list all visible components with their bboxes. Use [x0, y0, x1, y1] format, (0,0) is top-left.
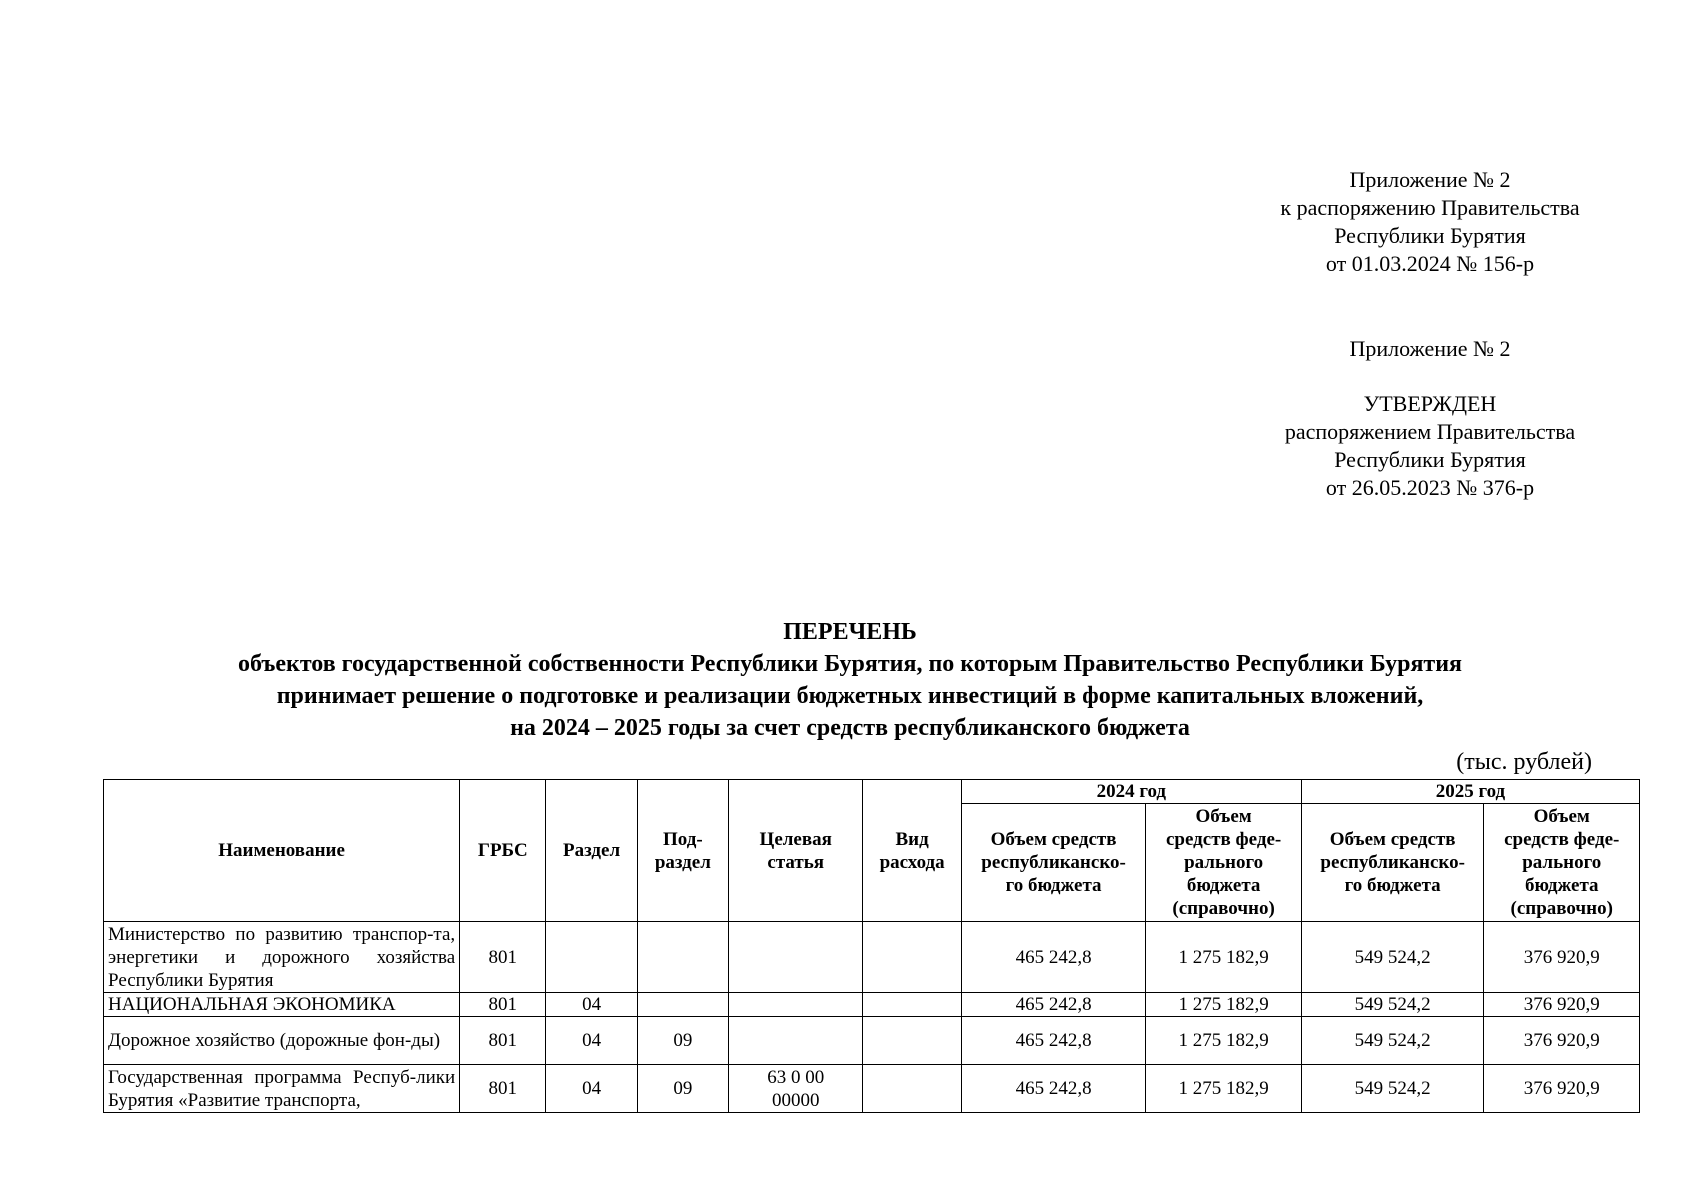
table-row — [104, 1065, 1640, 1113]
row-grbs: 801 — [460, 1065, 546, 1113]
title-line4: на 2024 – 2025 годы за счет средств республиканского бюджета — [510, 715, 1190, 741]
appendix-original-block — [1230, 335, 1630, 363]
header-year-2024: 2024 год — [961, 780, 1301, 804]
row-section: 04 — [546, 1017, 637, 1065]
appendix-current-line3: Республики Бурятия — [1334, 223, 1526, 248]
approved-line1: УТВЕРЖДЕН — [1363, 391, 1497, 416]
table-row — [104, 1017, 1640, 1065]
row-2024-federal: 1 275 182,9 — [1146, 1017, 1302, 1065]
row-name: Государственная программа Респуб-лики Бурятия «Развитие транспорта, — [104, 1065, 460, 1113]
row-2025-regional: 549 524,2 — [1301, 1017, 1484, 1065]
header-grbs: ГРБС — [460, 780, 546, 922]
header-name: Наименование — [104, 780, 460, 922]
row-subsection — [637, 922, 728, 993]
row-name: НАЦИОНАЛЬНАЯ ЭКОНОМИКА — [104, 993, 460, 1017]
appendix-current-line4: от 01.03.2024 № 156-р — [1325, 251, 1535, 276]
header-2024-federal: Объем средств феде- рального бюджета (справочно) — [1146, 804, 1302, 922]
row-expense-type — [863, 993, 961, 1017]
row-2024-federal: 1 275 182,9 — [1146, 993, 1302, 1017]
appendix-current-line2: к распоряжению Правительства — [1280, 195, 1580, 220]
row-section: 04 — [546, 993, 637, 1017]
row-expense-type — [863, 1065, 961, 1113]
title-line3: принимает решение о подготовке и реализации бюджетных инвестиций в форме капитальных вложений, — [276, 683, 1424, 709]
header-2025-federal: Объем средств феде- рального бюджета (справочно) — [1484, 804, 1640, 922]
row-target — [729, 1017, 863, 1065]
row-grbs: 801 — [460, 1017, 546, 1065]
document-title — [80, 616, 1620, 744]
header-2024-regional: Объем средств республиканско- го бюджета — [961, 804, 1146, 922]
row-grbs: 801 — [460, 922, 546, 993]
row-2025-regional: 549 524,2 — [1301, 993, 1484, 1017]
row-expense-type — [863, 1017, 961, 1065]
row-2024-regional: 465 242,8 — [961, 993, 1146, 1017]
appendix-current-line1: Приложение № 2 — [1349, 167, 1511, 192]
row-name: Министерство по развитию транспор-та, энергетики и дорожного хозяйства Республики Бурятия — [104, 922, 460, 993]
approved-line3: Республики Бурятия — [1334, 447, 1526, 472]
row-2025-federal: 376 920,9 — [1484, 1065, 1640, 1113]
row-subsection: 09 — [637, 1017, 728, 1065]
row-target — [729, 993, 863, 1017]
row-2025-regional: 549 524,2 — [1301, 1065, 1484, 1113]
header-expense-type: Вид расхода — [863, 780, 961, 922]
header-year-2025: 2025 год — [1301, 780, 1639, 804]
row-target — [729, 922, 863, 993]
row-2024-regional: 465 242,8 — [961, 1017, 1146, 1065]
row-2024-regional: 465 242,8 — [961, 922, 1146, 993]
header-2025-regional: Объем средств республиканско- го бюджета — [1301, 804, 1484, 922]
header-target: Целевая статья — [729, 780, 863, 922]
appendix-original-line1: Приложение № 2 — [1349, 336, 1511, 361]
row-2024-federal: 1 275 182,9 — [1146, 922, 1302, 993]
row-name: Дорожное хозяйство (дорожные фон-ды) — [104, 1017, 460, 1065]
title-line2: объектов государственной собственности Республики Бурятия, по которым Правительство Республики Бурятия — [237, 651, 1463, 677]
header-section: Раздел — [546, 780, 637, 922]
row-2025-federal: 376 920,9 — [1484, 993, 1640, 1017]
row-2025-federal: 376 920,9 — [1484, 922, 1640, 993]
row-grbs: 801 — [460, 993, 546, 1017]
row-subsection: 09 — [637, 1065, 728, 1113]
row-target: 63 0 00 00000 — [729, 1065, 863, 1113]
table-row — [104, 922, 1640, 993]
row-expense-type — [863, 922, 961, 993]
row-2025-federal: 376 920,9 — [1484, 1017, 1640, 1065]
row-2024-regional: 465 242,8 — [961, 1065, 1146, 1113]
row-2025-regional: 549 524,2 — [1301, 922, 1484, 993]
budget-table — [103, 779, 1640, 1113]
units-label: (тыс. рублей) — [1456, 749, 1592, 775]
row-2024-federal: 1 275 182,9 — [1146, 1065, 1302, 1113]
title-line1: ПЕРЕЧЕНЬ — [783, 619, 917, 645]
row-section — [546, 922, 637, 993]
appendix-current-block — [1230, 166, 1630, 278]
row-section: 04 — [546, 1065, 637, 1113]
approved-block — [1230, 390, 1630, 502]
approved-line2: распоряжением Правительства — [1284, 419, 1576, 444]
row-subsection — [637, 993, 728, 1017]
approved-line4: от 26.05.2023 № 376-р — [1325, 475, 1535, 500]
table-row — [104, 993, 1640, 1017]
header-subsection: Под- раздел — [637, 780, 728, 922]
